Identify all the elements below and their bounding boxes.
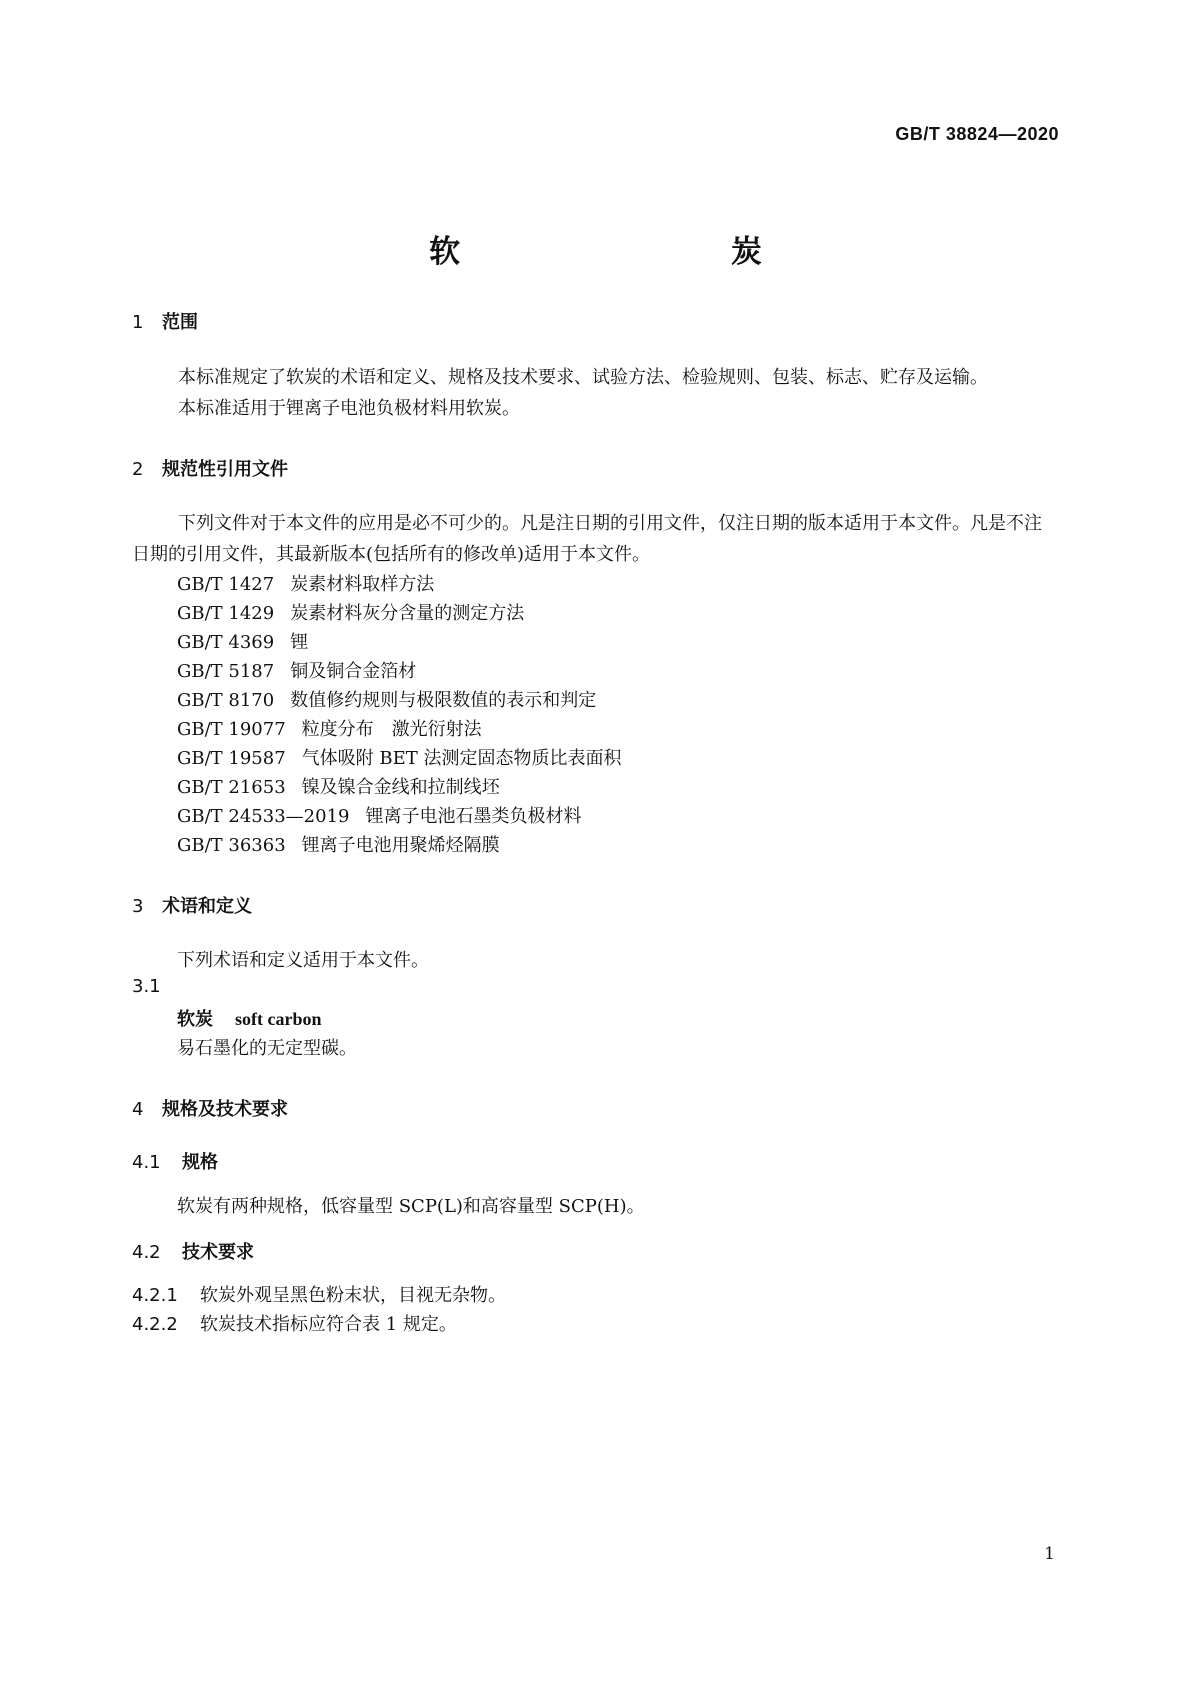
section-title: 范围 bbox=[162, 312, 198, 333]
subsection-4-2-heading bbox=[132, 1238, 254, 1264]
reference-title: 数值修约规则与极限数值的表示和判定 bbox=[290, 690, 597, 711]
subsection-4-1-heading bbox=[132, 1148, 218, 1174]
reference-code: GB/T 1429 bbox=[177, 603, 275, 624]
reference-item bbox=[177, 831, 500, 857]
reference-item bbox=[177, 686, 596, 712]
reference-title: 粒度分布 激光衍射法 bbox=[301, 719, 482, 740]
section-4-heading bbox=[132, 1095, 288, 1121]
reference-title: 炭素材料灰分含量的测定方法 bbox=[290, 603, 525, 624]
terms-intro: 下列术语和定义适用于本文件。 bbox=[177, 950, 429, 971]
reference-item bbox=[177, 570, 434, 596]
page-number: 1 bbox=[1044, 1544, 1055, 1564]
reference-title: 锂 bbox=[290, 632, 309, 653]
subsection-number: 4.2 bbox=[132, 1242, 161, 1263]
reference-code: GB/T 1427 bbox=[177, 574, 275, 595]
standard-code: GB/T 38824—2020 bbox=[895, 124, 1059, 144]
scope-paragraph-2: 本标准适用于锂离子电池负极材料用软炭。 bbox=[178, 398, 520, 419]
section-number: 4 bbox=[132, 1099, 144, 1120]
reference-title: 铜及铜合金箔材 bbox=[290, 661, 417, 682]
clause-text: 软炭技术指标应符合表 1 规定。 bbox=[200, 1314, 457, 1335]
reference-code: GB/T 24533—2019 bbox=[177, 806, 350, 827]
reference-item bbox=[177, 802, 581, 828]
clause-4-2-2 bbox=[132, 1310, 457, 1336]
reference-code: GB/T 4369 bbox=[177, 632, 275, 653]
section-2-heading bbox=[132, 455, 288, 481]
reference-item bbox=[177, 599, 524, 625]
subsection-title: 技术要求 bbox=[182, 1242, 254, 1263]
reference-item bbox=[177, 715, 482, 741]
section-1-heading bbox=[132, 308, 198, 334]
term-english: soft carbon bbox=[235, 1009, 322, 1029]
reference-code: GB/T 21653 bbox=[177, 777, 286, 798]
reference-code: GB/T 5187 bbox=[177, 661, 275, 682]
reference-code: GB/T 8170 bbox=[177, 690, 275, 711]
reference-code: GB/T 19077 bbox=[177, 719, 286, 740]
reference-title: 锂离子电池用聚烯烃隔膜 bbox=[301, 835, 500, 856]
reference-title: 锂离子电池石墨类负极材料 bbox=[365, 806, 582, 827]
section-number: 1 bbox=[132, 312, 144, 333]
reference-title: 气体吸附 BET 法测定固态物质比表面积 bbox=[301, 748, 622, 769]
term-entry bbox=[177, 1005, 322, 1031]
section-number: 2 bbox=[132, 459, 144, 480]
term-chinese: 软炭 bbox=[177, 1009, 213, 1030]
section-title: 规格及技术要求 bbox=[162, 1099, 288, 1120]
reference-code: GB/T 19587 bbox=[177, 748, 286, 769]
reference-item bbox=[177, 657, 416, 683]
reference-title: 镍及镍合金线和拉制线坯 bbox=[301, 777, 500, 798]
normative-refs-intro: 下列文件对于本文件的应用是必不可少的。凡是注日期的引用文件，仅注日期的版本适用于本文件。凡是不注日期的引用文件，其最新版本(包括所有的修改单)适用于本文件。 bbox=[132, 513, 1042, 565]
reference-code: GB/T 36363 bbox=[177, 835, 286, 856]
reference-item bbox=[177, 628, 308, 654]
term-number: 3.1 bbox=[132, 976, 161, 997]
section-3-heading bbox=[132, 892, 252, 918]
clause-text: 软炭外观呈黑色粉末状，目视无杂物。 bbox=[200, 1285, 506, 1306]
section-number: 3 bbox=[132, 896, 144, 917]
section-title: 规范性引用文件 bbox=[162, 459, 288, 480]
scope-paragraph-1: 本标准规定了软炭的术语和定义、规格及技术要求、试验方法、检验规则、包装、标志、贮存及运输。 bbox=[178, 367, 988, 388]
term-definition: 易石墨化的无定型碳。 bbox=[177, 1038, 357, 1059]
reference-item bbox=[177, 773, 500, 799]
reference-item bbox=[177, 744, 622, 770]
specification-text: 软炭有两种规格，低容量型 SCP(L)和高容量型 SCP(H)。 bbox=[177, 1196, 645, 1217]
section-title: 术语和定义 bbox=[162, 896, 252, 917]
clause-4-2-1 bbox=[132, 1281, 506, 1307]
document-title: 软 炭 bbox=[429, 234, 892, 270]
clause-number: 4.2.2 bbox=[132, 1314, 178, 1335]
clause-number: 4.2.1 bbox=[132, 1285, 178, 1306]
subsection-number: 4.1 bbox=[132, 1152, 161, 1173]
reference-title: 炭素材料取样方法 bbox=[290, 574, 435, 595]
subsection-title: 规格 bbox=[182, 1152, 218, 1173]
